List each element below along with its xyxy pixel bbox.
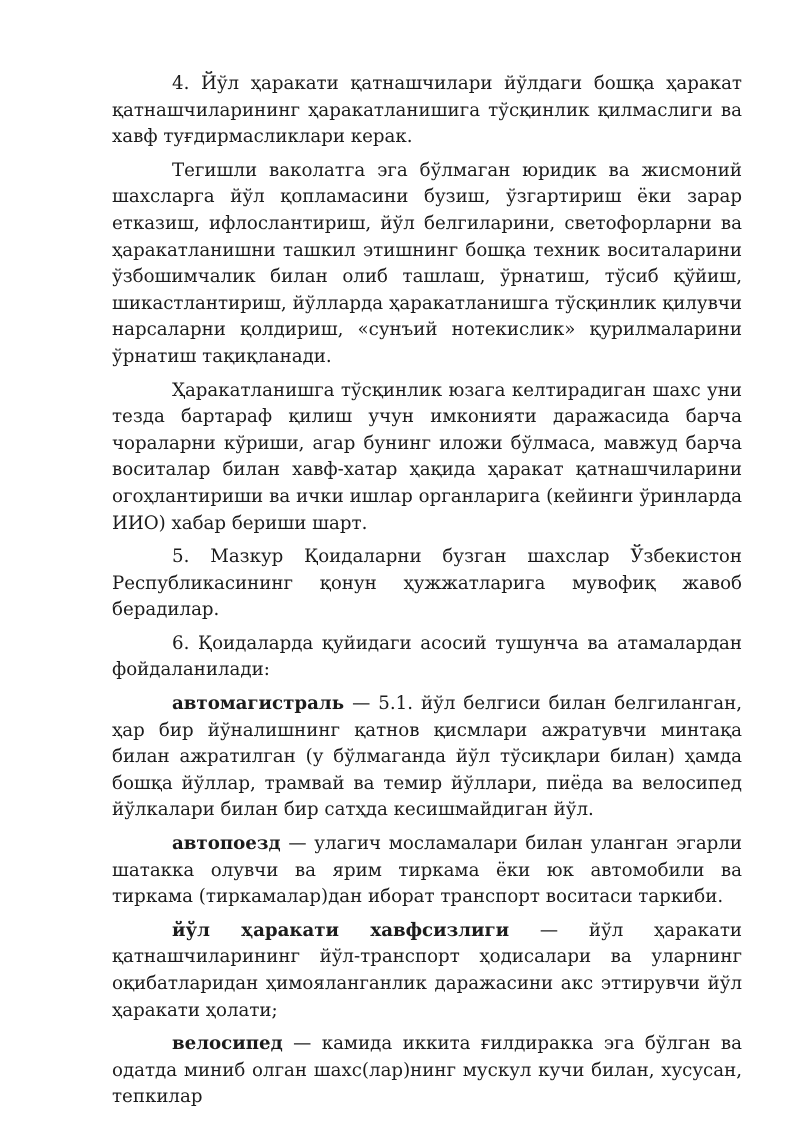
definition-velosiped (112, 1031, 742, 1111)
definition-text: — камида иккита ғилдиракка эга бўлган ва одатда миниб олган шахс(лар)нинг мускул кучи билан, хусусан, тепкилар (112, 1033, 742, 1108)
definition-road-safety (112, 918, 742, 1024)
definition-term: автопоезд (172, 833, 281, 855)
definition-term: велосипед (172, 1033, 283, 1055)
paragraph-item-5: 5. Мазкур Қоидаларни бузган шахслар Ўзбекистон Республикасининг қонун ҳужжатларига мувофиқ жавоб берадилар. (112, 546, 742, 621)
definition-text: — улагич мосламалари билан уланган эгарли шатакка олувчи ва ярим тиркама ёки юк автомобили ва тиркама (тиркамалар)дан иборат транспорт воситаси таркиби. (112, 833, 742, 908)
definition-text: — 5.1. йўл белгиси билан белгиланган, ҳар бир йўналишнинг қатнов қисмлари ажратувчи минтақа билан ажратилган (у бўлмаганда йўл тўсиқлари билан) ҳамда бошқа йўллар, трамвай ва темир йўллари, пиёда ва велосипед йўлкалари билан бир сатҳда кесишмайдиган йўл. (112, 693, 742, 821)
definition-avtopoezd (112, 831, 742, 911)
paragraph-item-4: 4. Йўл ҳаракати қатнашчилари йўлдаги бошқа ҳаракат қатнашчиларининг ҳаракатланишига тўсқинлик қилмаслиги ва хавф туғдирмасликлари керак. (112, 73, 742, 148)
definition-term: йўл ҳаракати хавфсизлиги (172, 919, 510, 941)
paragraph-prohibition: Тегишли ваколатга эга бўлмаган юридик ва жисмоний шахсларга йўл қопламасини бузиш, ўзгартириш ёки зарар етказиш, ифлослантириш, йўл белгиларини, светофорларни ва ҳаракатланишни ташкил этишнинг бошқа техник воситаларини ўзбошимчалик билан олиб ташлаш, ўрнатиш, тўсиб қўйиш, шикастлантириш, йўлларда ҳаракатланишга тўсқинлик қилувчи нарсаларни қолдириш, «сунъий нотекислик» қурилмаларини ўрнатиш тақиқланади. (112, 159, 742, 367)
definition-avtomagistral (112, 691, 742, 824)
paragraph-obstacle: Ҳаракатланишга тўсқинлик юзага келтирадиган шахс уни тезда бартараф қилиш учун имконияти даражасида барча чораларни кўриши, агар бунинг иложи бўлмаса, мавжуд барча воситалар билан хавф-хатар ҳақида ҳаракат қатнашчиларини огоҳлантириши ва ички ишлар органларига (кейинги ўринларда ИИО) хабар бериши шарт. (112, 379, 742, 534)
definition-term: автомагистраль (172, 693, 345, 715)
definition-text: — йўл ҳаракати қатнашчиларининг йўл-транспорт ҳодисалари ва уларнинг оқибатларидан ҳимояланганлик даражасини акс эттирувчи йўл ҳаракати ҳолати; (112, 919, 742, 1021)
paragraph-item-6: 6. Қоидаларда қуйидаги асосий тушунча ва атамалардан фойдаланилади: (112, 632, 742, 681)
